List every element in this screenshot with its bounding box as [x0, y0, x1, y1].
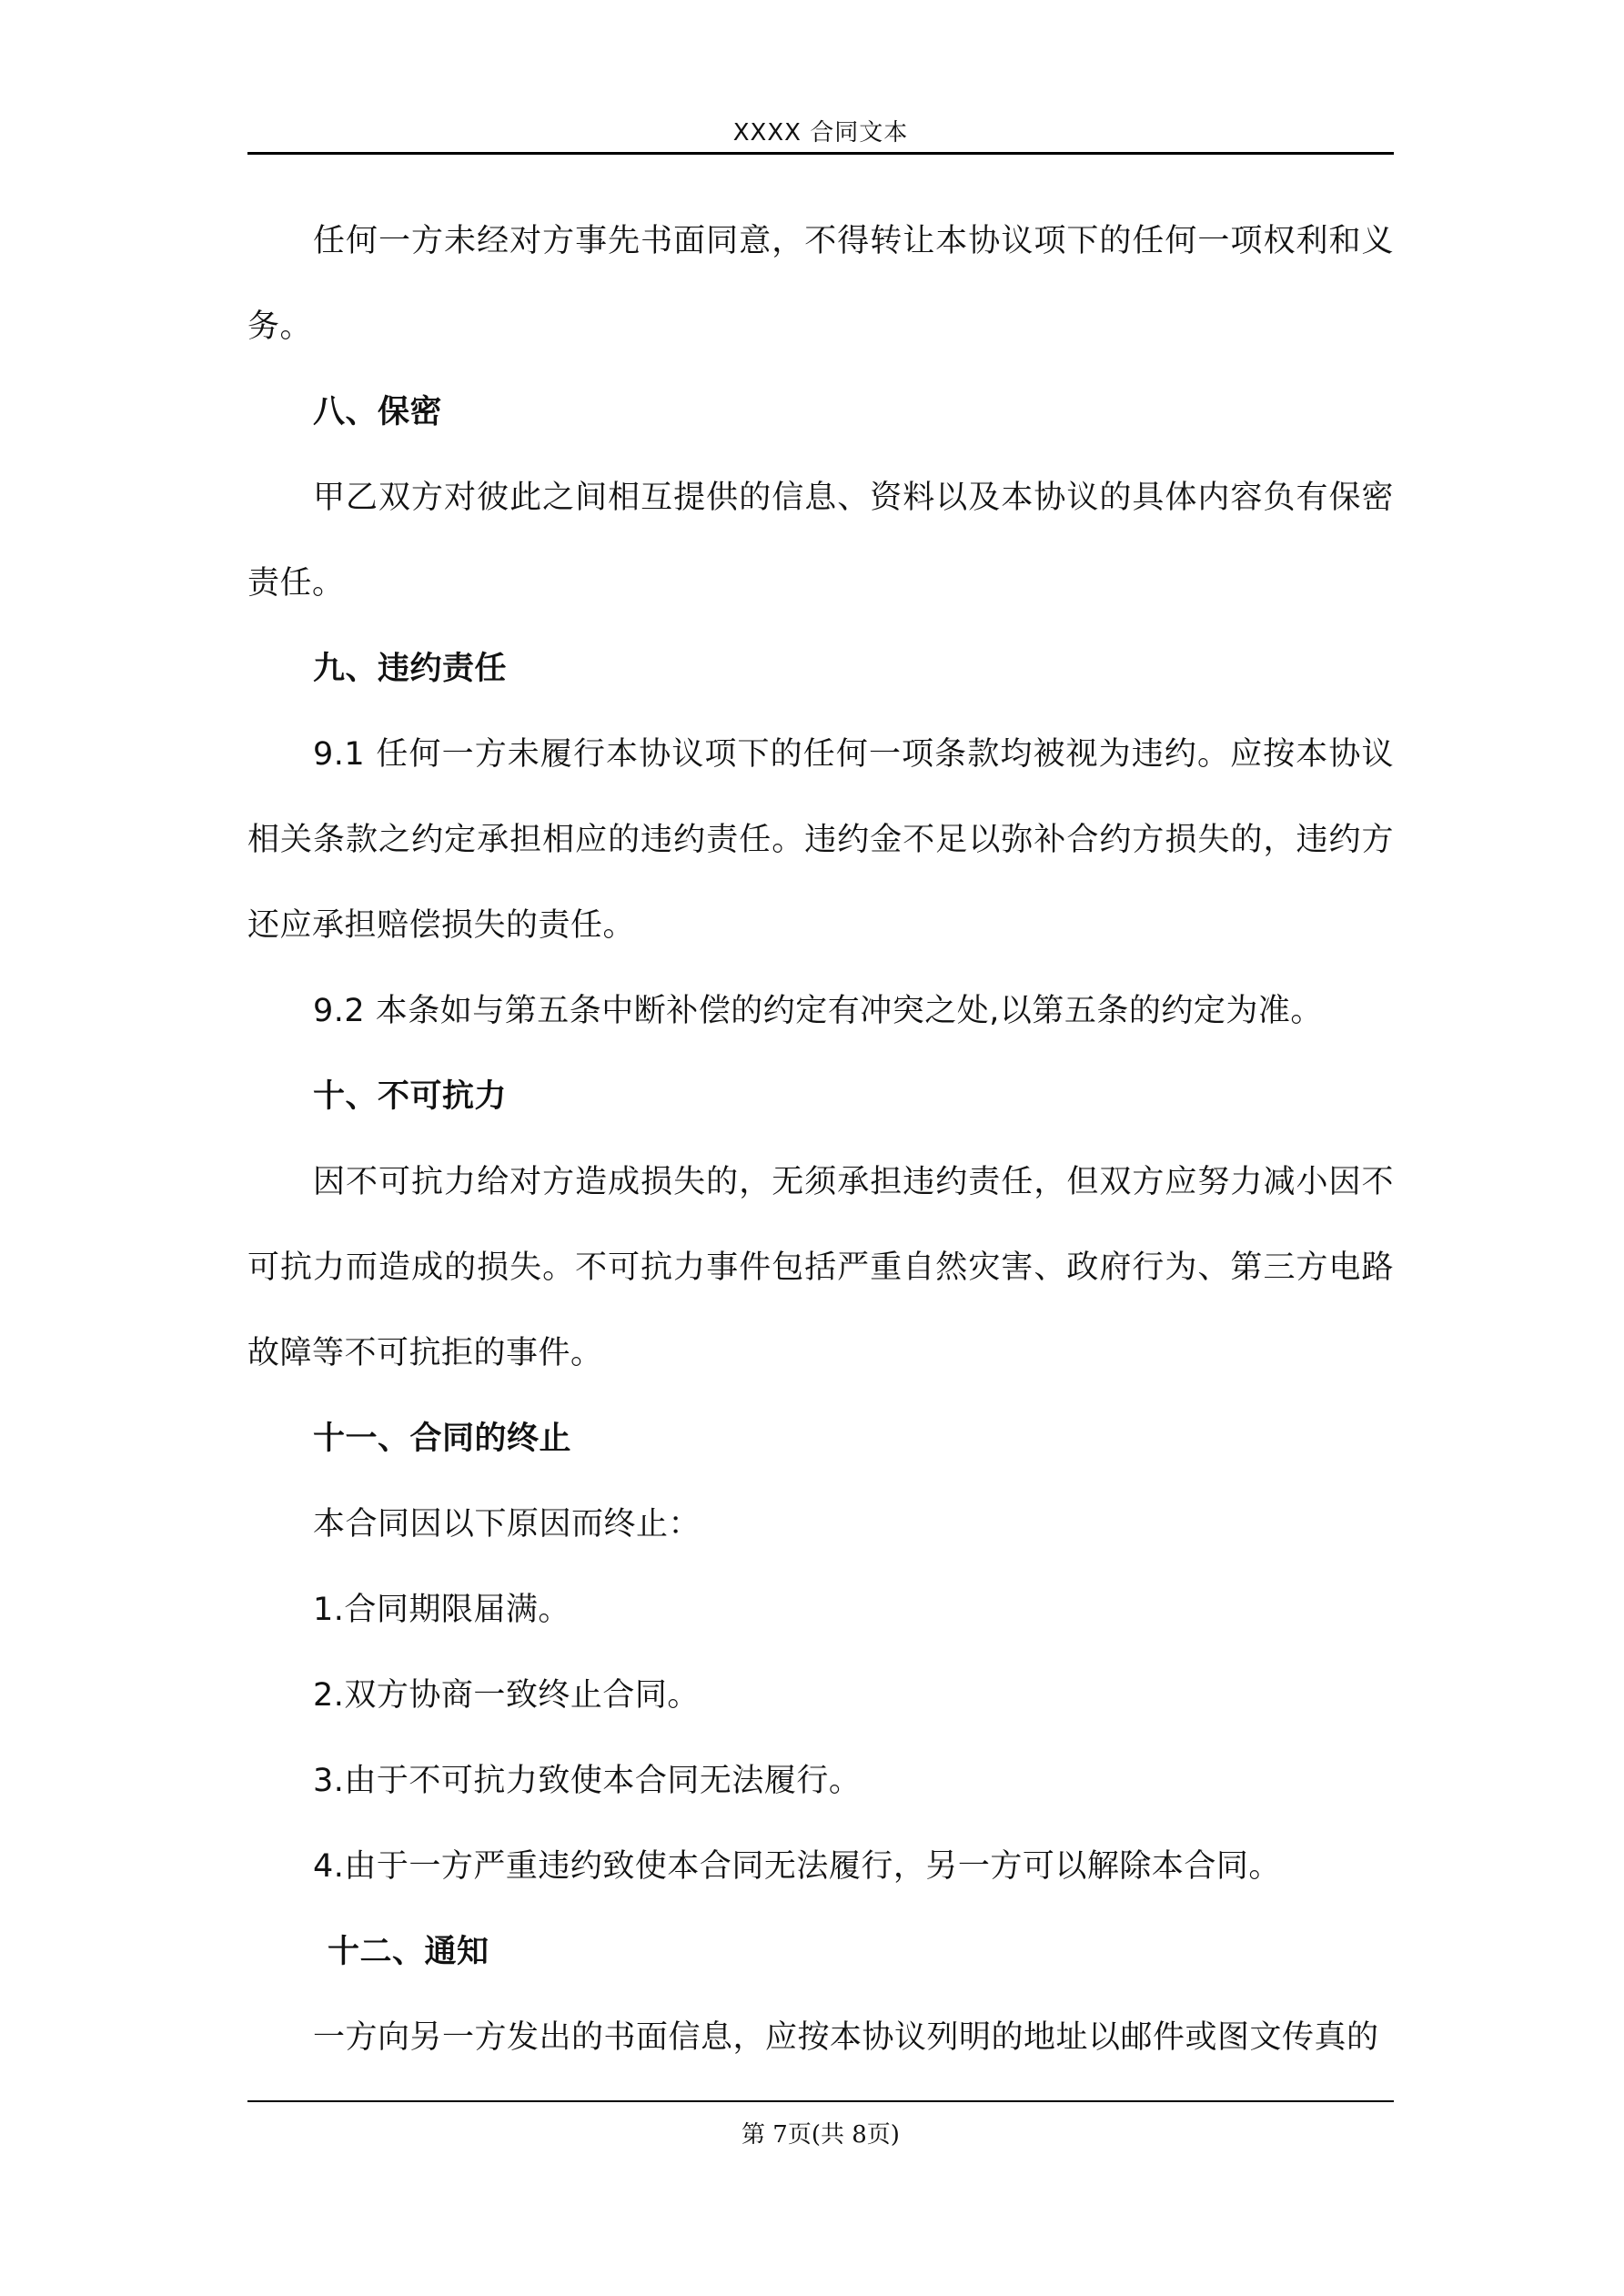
paragraph-breach-9-2: 9.2 本条如与第五条中断补偿的约定有冲突之处,以第五条的约定为准。: [313, 993, 1323, 1029]
page-number: 第 7页(共 8页): [741, 2121, 900, 2149]
footer-divider: [247, 2100, 1394, 2102]
list-item-termination-1: 1.合同期限届满。: [313, 1592, 570, 1628]
paragraph-confidentiality: 甲乙双方对彼此之间相互提供的信息、资料以及本协议的具体内容负有保密责任。: [247, 480, 1394, 602]
paragraph-force-majeure: 因不可抗力给对方造成损失的，无须承担违约责任，但双方应努力减小因不可抗力而造成的损失。不可抗力事件包括严重自然灾害、政府行为、第三方电路故障等不可抗拒的事件。: [247, 1164, 1394, 1371]
header-divider: [247, 152, 1394, 155]
list-item-termination-3: 3.由于不可抗力致使本合同无法履行。: [313, 1763, 862, 1799]
paragraph-assignment: 任何一方未经对方事先书面同意，不得转让本协议项下的任何一项权利和义务。: [247, 223, 1394, 345]
page-header-title: XXXX 合同文本: [732, 119, 909, 147]
section-heading-force-majeure: 十、不可抗力: [313, 1078, 508, 1115]
paragraph-breach-9-1: 9.1 任何一方未履行本协议项下的任何一项条款均被视为违约。应按本协议相关条款之约定承担相应的违约责任。违约金不足以弥补合约方损失的，违约方还应承担赔偿损失的责任。: [247, 736, 1394, 944]
paragraph-termination-intro: 本合同因以下原因而终止：: [313, 1506, 701, 1542]
section-heading-termination: 十一、合同的终止: [313, 1421, 572, 1457]
section-heading-confidentiality: 八、保密: [313, 394, 443, 430]
paragraph-notice: 一方向另一方发出的书面信息，应按本协议列明的地址以邮件或图文传真的: [313, 2019, 1379, 2056]
section-heading-breach: 九、违约责任: [313, 651, 508, 687]
list-item-termination-4: 4.由于一方严重违约致使本合同无法履行，另一方可以解除本合同。: [313, 1848, 1281, 1885]
list-item-termination-2: 2.双方协商一致终止合同。: [313, 1677, 700, 1714]
document-body: [247, 198, 1394, 2080]
section-heading-notice: 十二、通知: [328, 1934, 489, 1970]
